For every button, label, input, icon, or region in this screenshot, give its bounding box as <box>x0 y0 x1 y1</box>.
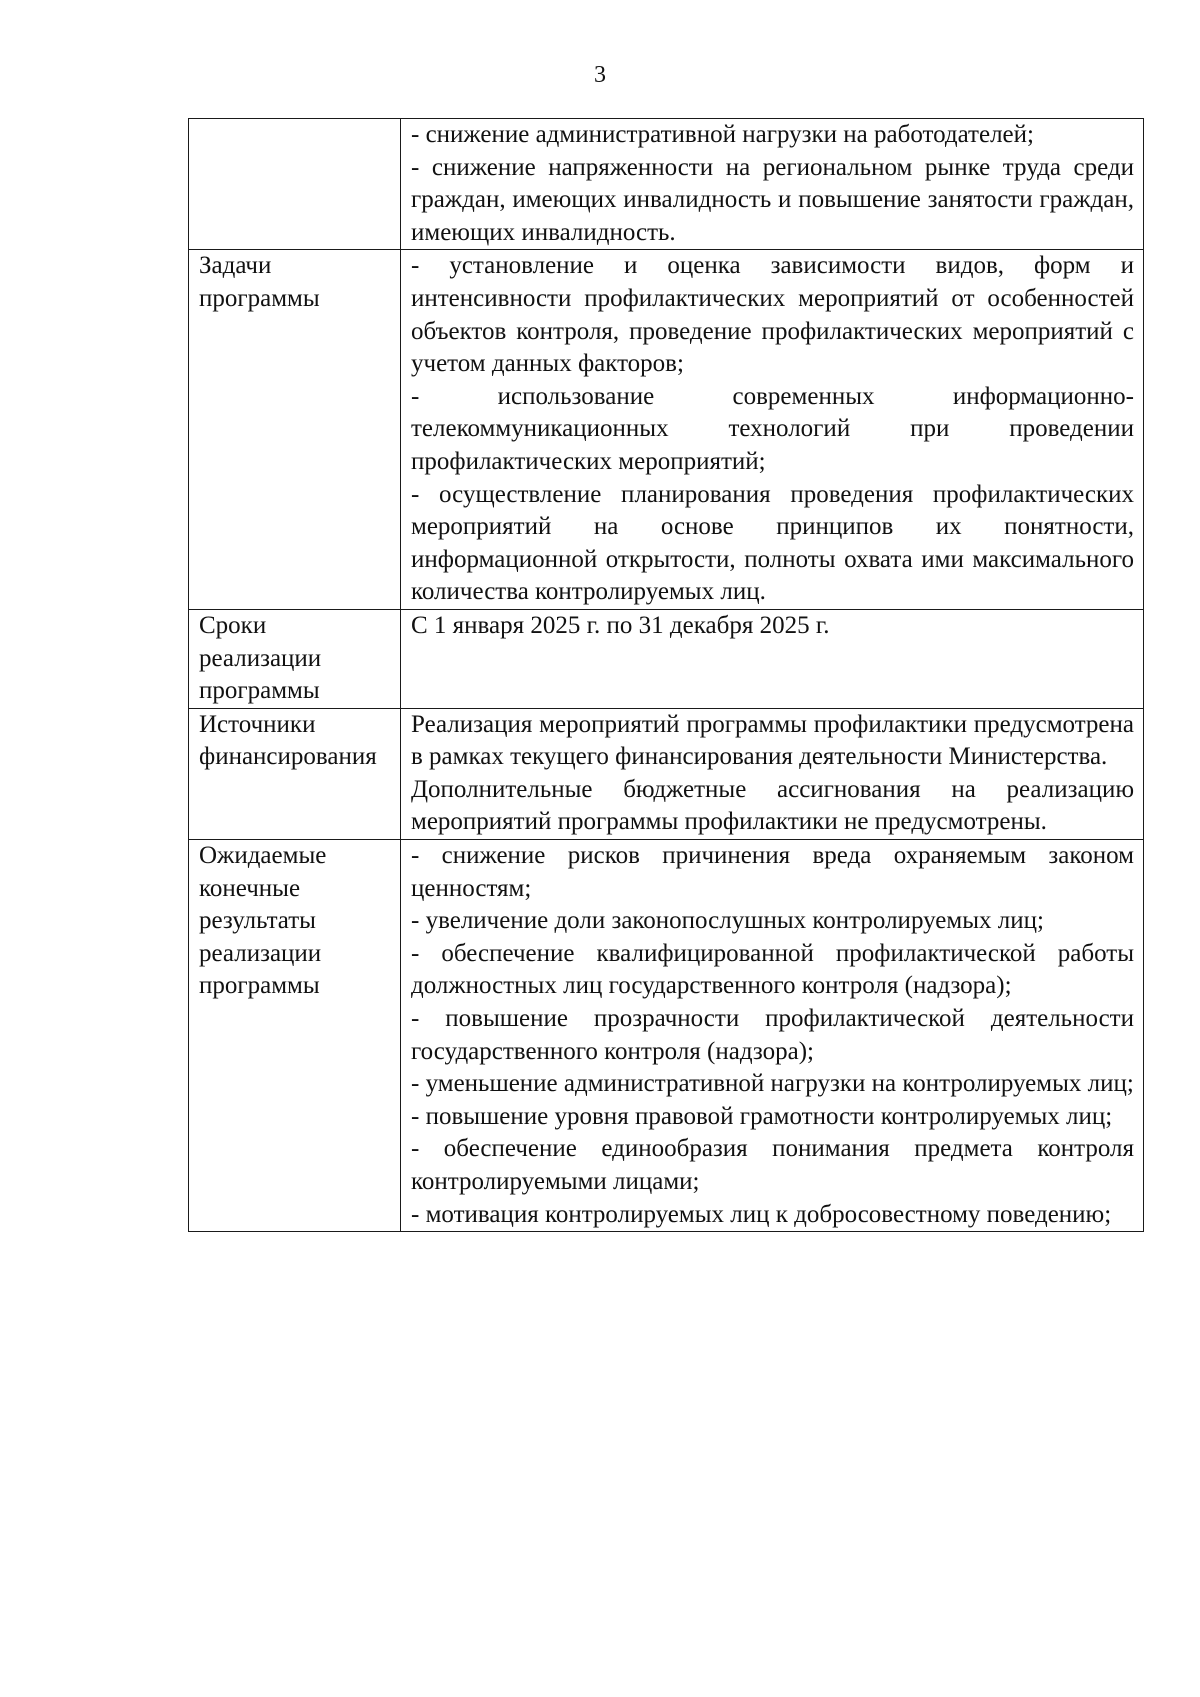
content-paragraph: - установление и оценка зависимости видов, форм и интенсивности профилактических мероприятий от особенностей объектов контроля, проведение профилактических мероприятий с учетом данных факторов; <box>411 252 1134 378</box>
content-paragraph: - повышение уровня правовой грамотности контролируемых лиц; <box>411 1102 1113 1130</box>
row-label: Источники финансирования <box>189 708 401 839</box>
table-row <box>189 708 1144 839</box>
content-paragraph: - повышение прозрачности профилактической деятельности государственного контроля (надзора); <box>411 1005 1134 1065</box>
program-passport-table <box>188 118 1144 1232</box>
content-paragraph: - снижение рисков причинения вреда охраняемым законом ценностям; <box>411 842 1134 902</box>
content-paragraph: - мотивация контролируемых лиц к добросовестному поведению; <box>411 1200 1112 1228</box>
row-label: Ожидаемые конечные результаты реализации программы <box>189 840 401 1232</box>
table-row <box>189 609 1144 708</box>
content-paragraph: - обеспечение квалифицированной профилактической работы должностных лиц государственного контроля (надзора); <box>411 939 1134 1000</box>
row-content <box>401 840 1144 1232</box>
content-paragraph: Дополнительные бюджетные ассигнования на реализацию мероприятий программы профилактики не предусмотрены. <box>411 775 1134 836</box>
content-paragraph: Реализация мероприятий программы профилактики предусмотрена в рамках текущего финансирования деятельности Министерства. <box>411 710 1134 771</box>
row-content <box>401 119 1144 250</box>
content-paragraph: - увеличение доли законопослушных контролируемых лиц; <box>411 907 1044 935</box>
content-paragraph: - снижение напряженности на региональном рынке труда среди граждан, имеющих инвалидность и повышение занятости граждан, имеющих инвалидность. <box>411 153 1134 246</box>
table-row <box>189 119 1144 250</box>
content-paragraph: - использование современных информационно-телекоммуникационных технологий при проведении профилактических мероприятий; <box>411 382 1134 475</box>
table-row <box>189 250 1144 610</box>
row-content <box>401 609 1144 708</box>
row-content <box>401 708 1144 839</box>
row-label: Сроки реализации программы <box>189 609 401 708</box>
content-paragraph: - осуществление планирования проведения профилактических мероприятий на основе принципов их понятности, информационной открытости, полноты охвата ими максимального количества контролируемых лиц. <box>411 480 1134 606</box>
row-content <box>401 250 1144 610</box>
row-label: Задачи программы <box>189 250 401 610</box>
content-paragraph: - снижение административной нагрузки на работодателей; <box>411 121 1034 148</box>
content-paragraph: - уменьшение административной нагрузки на контролируемых лиц; <box>411 1070 1134 1098</box>
page-number: 3 <box>594 62 606 88</box>
row-label <box>189 119 401 250</box>
content-paragraph: С 1 января 2025 г. по 31 декабря 2025 г. <box>411 611 830 639</box>
content-paragraph: - обеспечение единообразия понимания предмета контроля контролируемыми лицами; <box>411 1135 1134 1195</box>
table-row <box>189 840 1144 1232</box>
